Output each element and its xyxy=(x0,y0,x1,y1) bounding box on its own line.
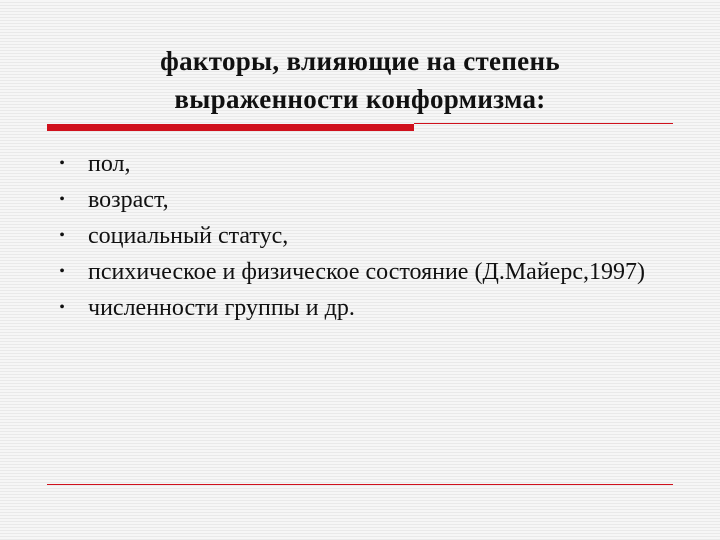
bullet-icon: • xyxy=(59,227,65,244)
bullet-icon: • xyxy=(59,263,65,280)
list-item-group-size xyxy=(0,290,720,326)
footer-divider xyxy=(47,484,673,485)
list-item-text: возраст, xyxy=(88,187,169,213)
slide-title-line-1: факторы, влияющие на степень xyxy=(160,46,560,76)
list-item-gender xyxy=(0,146,720,182)
title-underline-thick xyxy=(47,124,414,131)
list-item-mental-physical-state xyxy=(0,254,720,290)
list-item-text: численности группы и др. xyxy=(88,295,355,321)
slide-title xyxy=(0,42,720,118)
slide-title-line-2: выраженности конформизма: xyxy=(174,84,546,114)
bullet-icon: • xyxy=(59,191,65,208)
bullet-icon: • xyxy=(59,299,65,316)
list-item-text: социальный статус, xyxy=(88,223,289,249)
list-item-social-status xyxy=(0,218,720,254)
bullet-list xyxy=(0,146,720,326)
bullet-icon: • xyxy=(59,155,65,172)
list-item-age xyxy=(0,182,720,218)
title-underline-thin xyxy=(414,123,673,124)
list-item-text: пол, xyxy=(88,151,131,177)
list-item-text: психическое и физическое состояние (Д.Майерс,1997) xyxy=(88,259,645,285)
